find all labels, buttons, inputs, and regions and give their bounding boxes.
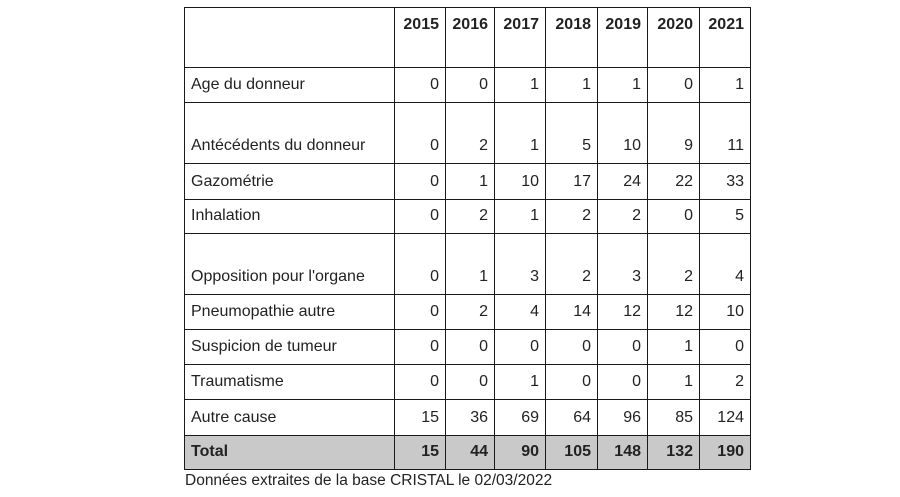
table-cell: 1 (446, 234, 495, 295)
table-cell: 0 (598, 330, 648, 365)
year-header-2018: 2018 (546, 8, 598, 68)
table-cell: 69 (495, 400, 546, 436)
table-cell: 17 (546, 164, 598, 200)
table-cell: 2 (546, 234, 598, 295)
table-cell: 10 (700, 295, 751, 330)
table-row (185, 164, 751, 200)
table-cell: 0 (648, 68, 700, 103)
row-label: Suspicion de tumeur (185, 330, 395, 365)
table-cell: 2 (546, 200, 598, 234)
year-header-2020: 2020 (648, 8, 700, 68)
table-cell: 0 (546, 330, 598, 365)
table-cell: 5 (700, 200, 751, 234)
total-cell: 15 (395, 436, 446, 470)
table-row (185, 330, 751, 365)
row-label: Traumatisme (185, 365, 395, 400)
table-cell: 1 (495, 365, 546, 400)
source-footnote: Données extraites de la base CRISTAL le 02/03/2022 (185, 472, 553, 489)
table-cell: 1 (648, 365, 700, 400)
table-cell: 1 (446, 164, 495, 200)
table-cell: 24 (598, 164, 648, 200)
table-cell: 0 (546, 365, 598, 400)
row-label: Opposition pour l'organe (185, 234, 395, 295)
total-cell: 190 (700, 436, 751, 470)
row-label: Autre cause (185, 400, 395, 436)
table-cell: 2 (446, 295, 495, 330)
table-cell: 0 (495, 330, 546, 365)
table-cell: 2 (446, 200, 495, 234)
table-row (185, 103, 751, 164)
table-row (185, 365, 751, 400)
table-cell: 2 (700, 365, 751, 400)
total-cell: 105 (546, 436, 598, 470)
table-cell: 1 (700, 68, 751, 103)
table-row (185, 400, 751, 436)
table-cell: 64 (546, 400, 598, 436)
table-cell: 10 (495, 164, 546, 200)
table-cell: 2 (598, 200, 648, 234)
table-cell: 0 (395, 234, 446, 295)
table-cell: 3 (495, 234, 546, 295)
table-cell: 12 (598, 295, 648, 330)
table-cell: 1 (495, 200, 546, 234)
table-row (185, 295, 751, 330)
table-cell: 0 (446, 330, 495, 365)
table-cell: 0 (395, 103, 446, 164)
table-cell: 0 (395, 365, 446, 400)
row-label: Antécédents du donneur (185, 103, 395, 164)
table-cell: 1 (648, 330, 700, 365)
table-cell: 36 (446, 400, 495, 436)
data-table (184, 7, 751, 470)
year-header-2016: 2016 (446, 8, 495, 68)
table-cell: 2 (648, 234, 700, 295)
header-row (185, 8, 751, 68)
table-row (185, 234, 751, 295)
year-header-2015: 2015 (395, 8, 446, 68)
table-row (185, 200, 751, 234)
table-cell: 0 (395, 164, 446, 200)
data-table-container (184, 7, 751, 470)
table-cell: 12 (648, 295, 700, 330)
row-label: Age du donneur (185, 68, 395, 103)
table-cell: 10 (598, 103, 648, 164)
table-cell: 5 (546, 103, 598, 164)
table-cell: 1 (598, 68, 648, 103)
total-cell: 132 (648, 436, 700, 470)
table-cell: 0 (395, 330, 446, 365)
table-cell: 0 (395, 295, 446, 330)
total-label: Total (185, 436, 395, 470)
table-cell: 85 (648, 400, 700, 436)
table-cell: 1 (495, 103, 546, 164)
table-cell: 4 (495, 295, 546, 330)
table-cell: 0 (446, 68, 495, 103)
total-row (185, 436, 751, 470)
corner-header-cell (185, 8, 395, 68)
table-cell: 15 (395, 400, 446, 436)
year-header-2019: 2019 (598, 8, 648, 68)
table-cell: 1 (546, 68, 598, 103)
table-cell: 3 (598, 234, 648, 295)
row-label: Inhalation (185, 200, 395, 234)
table-row (185, 68, 751, 103)
table-cell: 124 (700, 400, 751, 436)
row-label: Pneumopathie autre (185, 295, 395, 330)
total-cell: 148 (598, 436, 648, 470)
total-cell: 90 (495, 436, 546, 470)
table-cell: 1 (495, 68, 546, 103)
table-cell: 0 (446, 365, 495, 400)
table-cell: 0 (648, 200, 700, 234)
table-cell: 4 (700, 234, 751, 295)
table-cell: 0 (395, 68, 446, 103)
table-cell: 2 (446, 103, 495, 164)
table-cell: 11 (700, 103, 751, 164)
total-cell: 44 (446, 436, 495, 470)
table-cell: 9 (648, 103, 700, 164)
table-cell: 96 (598, 400, 648, 436)
table-cell: 22 (648, 164, 700, 200)
table-cell: 0 (700, 330, 751, 365)
table-cell: 14 (546, 295, 598, 330)
table-cell: 0 (598, 365, 648, 400)
row-label: Gazométrie (185, 164, 395, 200)
table-cell: 33 (700, 164, 751, 200)
table-cell: 0 (395, 200, 446, 234)
year-header-2017: 2017 (495, 8, 546, 68)
year-header-2021: 2021 (700, 8, 751, 68)
